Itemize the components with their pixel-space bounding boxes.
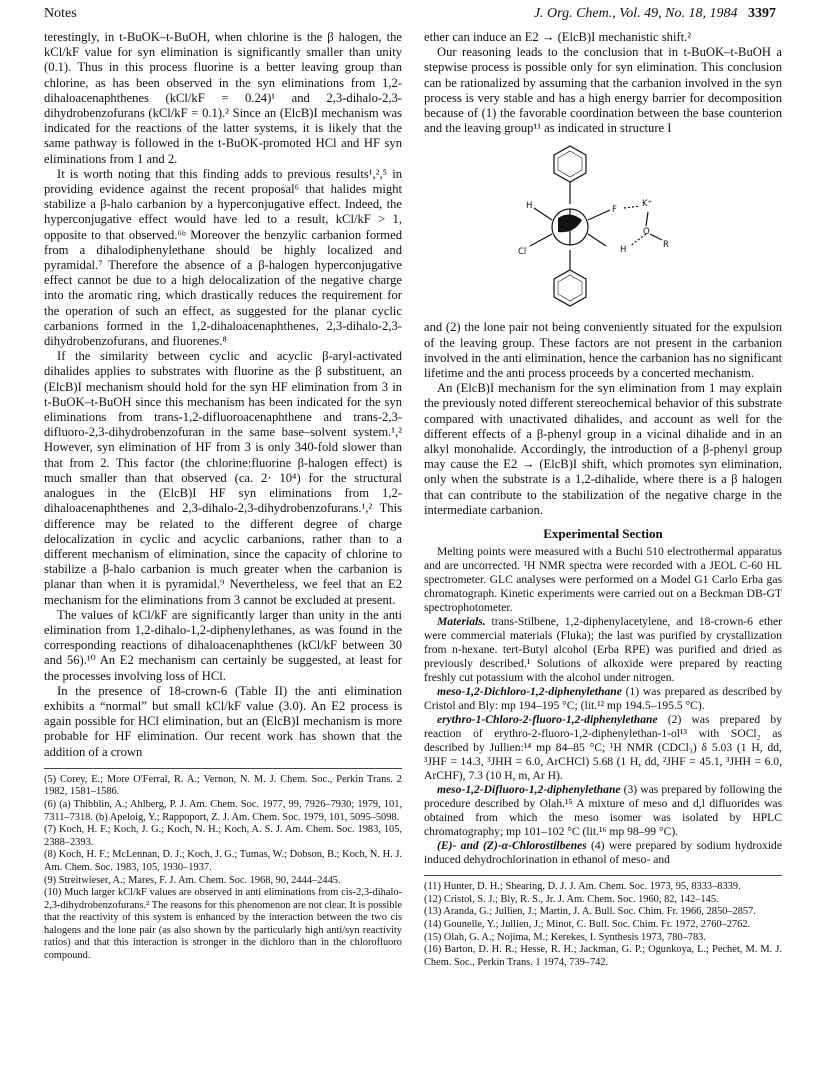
paragraph: Our reasoning leads to the conclusion that in t-BuOK–t-BuOH a stepwise process is possible only for syn elimination. This conclusion can be rationalized by assuming that the carbanion involved in the syn process is very stable and has a high energy barrier for decomposition because of (1) the favorable coordination between the base counterion and the leaving group¹¹ as indicated in structure I	[424, 45, 782, 136]
reference: (11) Hunter, D. H.; Shearing, D. J. J. Am. Chem. Soc. 1973, 95, 8333–8339.	[424, 881, 741, 893]
run-in-heading: meso-1,2-Difluoro-1,2-diphenylethane	[437, 783, 621, 797]
paragraph-text: (2) was prepared by reaction of erythro-2-fluoro-1,2-diphenylethan-1-ol¹³ with SOCl₂ as described by Jullien:¹⁴ mp 84–85 °C; ¹H NMR (CDCl₃) δ 5.03 (1 H, dd, ³JHF = 14.3, ³JHH = 6.0, ArCHCl) 5.68 (1 H, dd, ²JHF = 45.1, ³JHH = 6.0, ArCHF), 7.3 (10 H, m, Ar H).	[424, 713, 782, 783]
materials-paragraph	[424, 615, 782, 685]
label-cl: Cl	[518, 247, 527, 258]
label-f: F	[612, 205, 617, 216]
section-heading: Experimental Section	[543, 526, 663, 542]
paragraph: Melting points were measured with a Buchi 510 electrothermal apparatus and are uncorrected. ¹H NMR spectra were recorded with a JEOL C-60 HL spectrometer. GLC analyses were performed on a Model G1 Carlo Erba gas chromatograph. Kinetic experiments were carried out on a Beckman DB-GT spectrophotometer.	[424, 545, 782, 615]
run-in-heading: (E)- and (Z)-α-Chlorostilbenes	[437, 839, 587, 853]
paragraph-text: (4) were prepared by sodium hydroxide induced dehydrochlorination in ethanol of meso- and	[424, 839, 782, 867]
paragraph: ether can induce an E2 → (ElcB)I mechanistic shift.²	[424, 30, 692, 44]
reference: (9) Streitwieser, A.; Mares, F. J. Am. Chem. Soc. 1968, 90, 2444–2445.	[44, 874, 341, 886]
reference: (7) Koch, H. F.; Koch, J. G.; Koch, N. H.; Koch, A. S. J. Am. Chem. Soc. 1983, 105, 2388–2393.	[44, 824, 402, 848]
compound-1-paragraph	[424, 685, 782, 713]
paragraph: terestingly, in t-BuOK–t-BuOH, when chlorine is the β halogen, the kCl/kF value for syn elimination is significantly smaller than unity (0.1). Thus in this process fluorine is a better leaving group than chlorine, as has been observed in the syn eliminations from 1,2-dihaloacenaphthenes (kCl/kF = 0.24)¹ and 2,3-dihalo-2,3-dihydrobenzofurans (kCl/kF = 0.1).² Since an (ElcB)I mechanism was indicated for the reactions of the latter systems, it is likely that the same pathway is followed in the t-BuOK-promoted HCl and HF syn eliminations from 1 and 2.	[44, 30, 402, 166]
compound-3-paragraph	[424, 783, 782, 839]
reference: (15) Olah, G. A.; Nojima, M.; Kerekes, I. Synthesis 1973, 780–783.	[424, 931, 706, 943]
paragraph-text: (1) was prepared as described by Cristol and Bly: mp 194–195 °C; (lit.¹² mp 194.5–195.5 °C).	[424, 685, 782, 713]
phenyl-ring-bottom	[554, 270, 586, 306]
page-number: 3397	[748, 6, 776, 21]
structure-I-figure	[424, 138, 782, 316]
paragraph: It is worth noting that this finding adds to previous results¹,²,⁵ in providing evidence against the recent proposal⁶ that halides might stabilize a β-halo carbanion by a hyperconjugative effect. Indeed, the hyperconjugative effect would have led to a result, kCl/kF > 1, opposite to that observed.⁶ᵇ Moreover the benzylic carbanion formed from a dihalodiphenylethane should be highly localized and pyramidal.⁷ Therefore the absence of a β-halogen hyperconjugative effect cannot be due to a high delocalization of the negative charge into the aromatic ring, which drastically reduces the requirement for the operation of such an effect, as suggested for the planar cyclic carbanions formed in the 1,2-dihaloacenaphthenes, 2,3-dihalo-2,3-dihydrobenzofurans, and fluorenes.⁸	[44, 166, 402, 349]
reference: (8) Koch, H. F.; McLennan, D. J.; Koch, J. G.; Tumas, W.; Dobson, B.; Koch, N. H. J. Am. Chem. Soc. 1983, 105, 1930–1937.	[44, 849, 402, 873]
left-column	[44, 30, 402, 963]
run-in-heading: meso-1,2-Dichloro-1,2-diphenylethane	[437, 685, 622, 699]
page-header	[44, 6, 776, 26]
compound-2-paragraph	[424, 713, 782, 783]
label-o: O	[643, 227, 650, 238]
experimental-body	[424, 545, 782, 867]
reference: (14) Gounelle, Y.; Jullien, J.; Minot, C. Bull. Soc. Chim. Fr. 1972, 2760–2762.	[424, 919, 751, 931]
reference: (12) Cristol, S. J.; Bly, R. S., Jr. J. Am. Chem. Soc. 1960, 82, 142–145.	[424, 893, 719, 905]
compound-4-paragraph	[424, 839, 782, 867]
reference: (5) Corey, E.; More O'Ferral, R. A.; Vernon, N. M. J. Chem. Soc., Perkin Trans. 2 1982, 1581–1586.	[44, 773, 402, 798]
paragraph: In the presence of 18-crown-6 (Table II) the anti elimination exhibits a “normal” but small kCl/kF value (3.0). An E2 process is again possible for HCl elimination, but an (ElcB)I mechanism is more probable for HF elimination. Our recent work has shown that the addition of a crown	[44, 683, 402, 759]
label-k: K⁺	[642, 199, 653, 210]
reference: (10) Much larger kCl/kF values are observed in anti eliminations from cis-2,3-dihalo-2,3-dihydrobenzofurans.² The reasons for this phenomenon are not clear. It is possible that the reactivity of this system is enhanced by the interaction between the two cis halogens and the lone pair (as also shown by the particularly high anti/syn reactivity ratios) and that this interaction is stronger in the dichloro than in the chlorofluoro compound.	[44, 887, 402, 962]
reference: (16) Barton, D. H. R.; Hesse, R. H.; Jackman, G. P.; Ogunkoya, L.; Pechet, M. M. J. Chem. Soc., Perkin Trans. 1 1974, 739–742.	[424, 944, 782, 968]
paragraph-text: (3) was prepared by following the procedure described by Olah.¹⁵ A mixture of meso and d,l difluorides was obtained from which the meso isomer was isolated by HPLC chromatography; mp 101–102 °C (lit.¹⁶ mp 98–99 °C).	[424, 783, 782, 839]
footnotes-left	[44, 768, 402, 963]
run-in-heading: erythro-1-Chloro-2-fluoro-1,2-diphenylethane	[437, 713, 658, 727]
run-in-heading: Materials.	[437, 615, 486, 629]
label-r: R	[663, 240, 669, 251]
carbanion-structure-diagram	[500, 138, 700, 316]
paragraph: The values of kCl/kF are significantly larger than unity in the anti elimination from 1,2-dihalo-1,2-diphenylethanes, as was found in the corresponding reactions of dihaloacenaphthenes (kCl/kF between 30 and 56).¹⁰ An E2 mechanism can certainly be suggested, at least for the processes involving loss of HCl.	[44, 607, 402, 683]
journal-citation: J. Org. Chem., Vol. 49, No. 18, 1984	[533, 6, 738, 21]
paragraph: and (2) the lone pair not being conveniently situated for the expulsion of the leaving group. These factors are not present in the carbanion involved in the anti elimination, hence the carbanion has no significant lifetime and the anti process proceeds by a concerted mechanism.	[424, 320, 782, 381]
paragraph: An (ElcB)I mechanism for the syn elimination from 1 may explain the previously noted different stereochemical behavior of this substrate compared with unactivated dihalides, and account as well for the different effects of a β-phenyl group in a vicinal dihalide and in an alkyl monohalide. Accordingly, the introduction of a β-phenyl group may cause the E2 → (ElcB)I shift, which promotes syn elimination, only when the substrate is a 1,2-dihalide, where there is a β halogen that can contribute to the stabilization of the negative charge in the intermediate carbanion.	[424, 381, 782, 517]
reference: (6) (a) Thibblin, A.; Ahlberg, P. J. Am. Chem. Soc. 1977, 99, 7926–7930; 1979, 101, 7311–7318. (b) Apeloig, Y.; Rappoport, Z. J. Am. Chem. Soc. 1979, 101, 5095–5098.	[44, 798, 402, 823]
phenyl-ring-top	[554, 146, 586, 182]
lone-pair-lobe	[558, 215, 582, 233]
header-section: Notes	[44, 6, 77, 21]
paragraph-text: trans-Stilbene, 1,2-diphenylacetylene, and 18-crown-6 ether were commercial materials (Fluka); the last was purified by crystallization from n-hexane. tert-Butyl alcohol (Erba RPE) was purified and dried as previously described.¹ Solutions of alkoxide were prepared by reacting freshly cut potassium with the alcohol under nitrogen.	[424, 615, 782, 685]
paragraph: If the similarity between cyclic and acyclic β-aryl-activated dihalides applies to substrates with fluorine as the β substituent, an (ElcB)I mechanism should hold for the syn HF elimination from 3 in t-BuOK–t-BuOH since this mechanism has been indicated for the syn eliminations from trans-1,2-difluoroacenaphthene and trans-2,3-difluoro-2,3-dihydrobenzofuran in the same base–solvent system.¹,² However, syn elimination of HF from 3 is only 340-fold slower than that from 2. This factor (the chlorine:fluorine β-halogen effect) is much smaller than that observed (ca. 2· 10⁴) for the structural analogues in the (ElcB)I HF syn eliminations from 1,2-dihaloacenaphthenes and 2,3-dihalo-2,3-dihydrobenzofurans.¹,² This difference may be related to the different degree of charge delocalization in cyclic and acyclic carbanions, rather than to a different mechanism of elimination, since the capacity of chlorine to stabilize a β-halo carbanion is much greater when the carbanion is planar than when it is pyramidal.⁹ Nevertheless, we feel that an E2 mechanism for the eliminations from 3 cannot be excluded at present.	[44, 349, 402, 607]
label-h2: H	[620, 245, 627, 256]
label-h: H	[526, 201, 533, 212]
right-column	[424, 30, 782, 969]
reference: (13) Aranda, G.; Jullien, J.; Martin, J. A. Bull. Soc. Chim. Fr. 1966, 2850–2857.	[424, 906, 756, 918]
header-journal	[534, 6, 776, 26]
footnotes-right	[424, 875, 782, 969]
